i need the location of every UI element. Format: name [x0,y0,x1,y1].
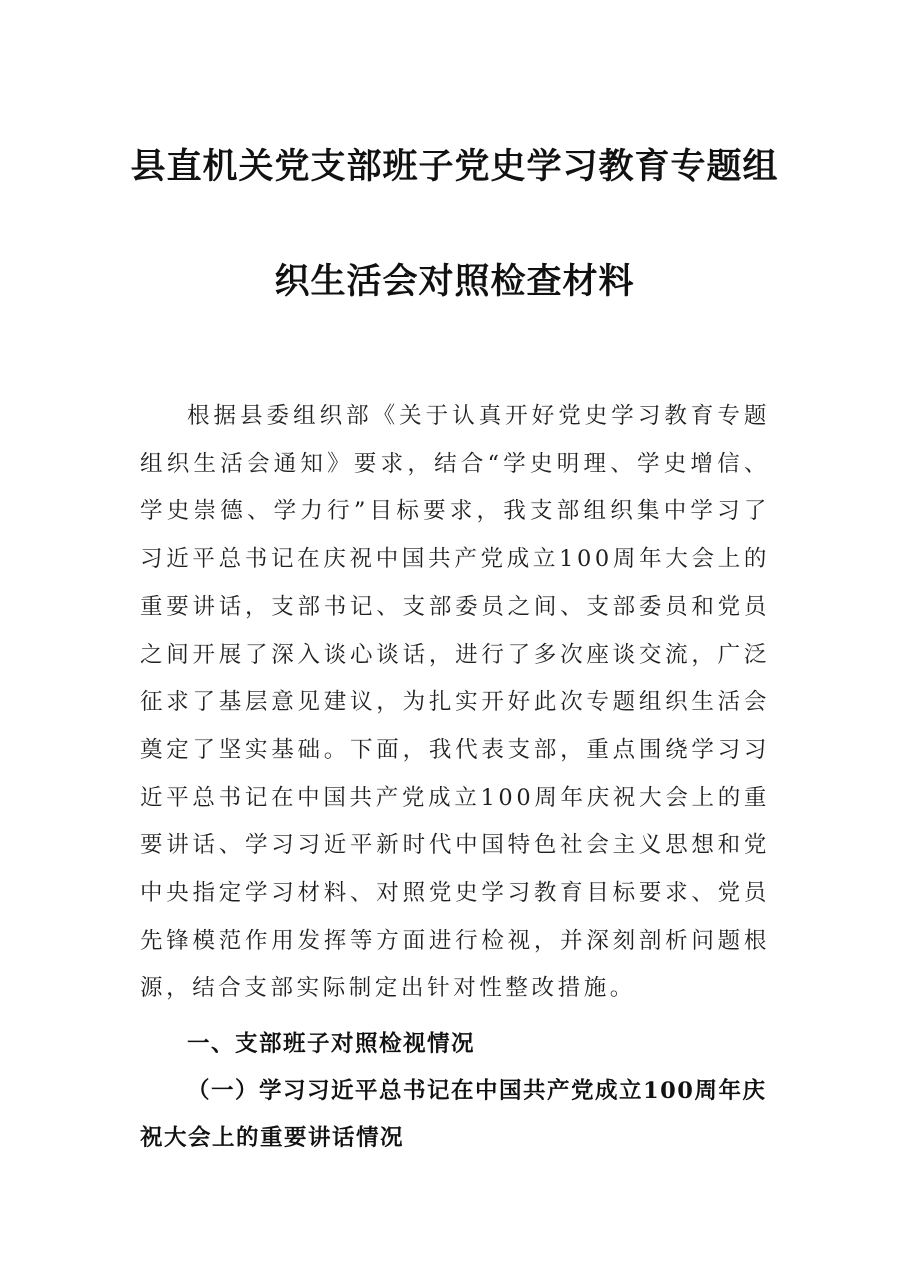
document-title-line-2: 织生活会对照检查材料 [274,261,635,302]
intro-paragraph: 根据县委组织部《关于认真开好党史学习教育专题组织生活会通知》要求，结合“学史明理、学史增信、学史崇德、学力行”目标要求，我支部组织集中学习了习近平总书记在庆祝中国共产党成立100周年大会上的重要讲话，支部书记、支部委员之间、支部委员和党员之间开展了深入谈心谈话，进行了多次座谈交流，广泛征求了基层意见建议，为扎实开好此次专题组织生活会奠定了坚实基础。下面，我代表支部，重点围绕学习习近平总书记在中国共产党成立100周年庆祝大会上的重要讲话、学习习近平新时代中国特色社会主义思想和党中央指定学习材料、对照党史学习教育目标要求、党员先锋模范作用发挥等方面进行检视，并深刻剖析问题根源，结合支部实际制定出针对性整改措施。 [140,403,770,1002]
document-title-line-1: 县直机关党支部班子党史学习教育专题组 [130,146,779,187]
subsection-heading-1: （一）学习习近平总书记在中国共产党成立100周年庆祝大会上的重要讲话情况 [140,1078,767,1151]
section-heading-1: 一、支部班子对照检视情况 [187,1031,476,1057]
